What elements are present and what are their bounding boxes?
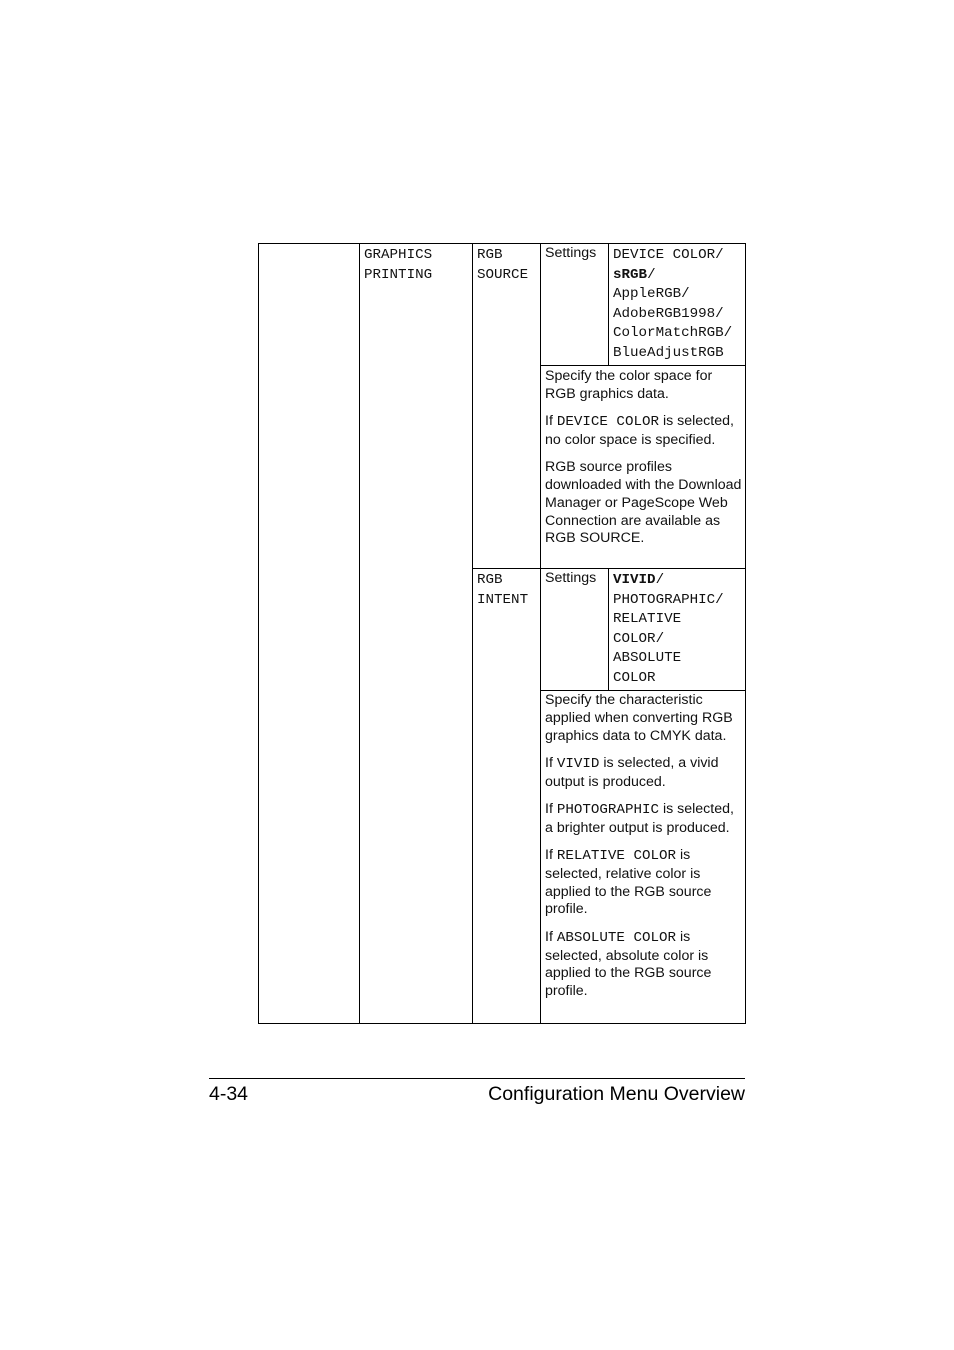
setting-value: COLOR [613,669,656,686]
table-col-divider-2 [472,243,473,1024]
table-border-top [258,243,746,244]
setting-value: ABSOLUTE [613,650,682,666]
menu-label-rgb-source [477,246,539,285]
rgb-source-values [613,246,745,363]
settings-label: Settings [545,570,597,586]
setting-value-default: sRGB/ [613,266,656,283]
setting-value: AdobeRGB1998/ [613,305,724,322]
setting-value: AppleRGB/ [613,286,690,302]
setting-value-default: VIVID/ [613,572,665,588]
table-col-divider-4a [608,243,609,366]
menu-label-line: INTENT [477,591,529,608]
setting-value: DEVICE COLOR/ [613,247,724,263]
rgb-source-description [545,368,743,548]
menu-label-line: PRINTING [364,266,433,283]
description-paragraph: If ABSOLUTE COLOR is selected, absolute color is applied to the RGB source profile. [545,928,712,1000]
setting-value: ColorMatchRGB/ [613,325,733,341]
rgb-intent-description [545,692,743,1001]
description-paragraph: If PHOTOGRAPHIC is selected, a brighter output is produced. [545,800,734,836]
menu-label-graphics-printing [364,246,470,285]
description-paragraph: RGB source profiles downloaded with the Download Manager or PageScope Web Connection are available as RGB SOURCE. [545,459,742,547]
menu-label-line: RGB [477,247,503,263]
page-number: 4-34 [209,1083,249,1105]
setting-value: RELATIVE [613,611,682,627]
table-border-right [745,243,746,1024]
section-title: Configuration Menu Overview [488,1083,745,1105]
menu-label-line: SOURCE [477,266,529,283]
description-paragraph: Specify the characteristic applied when converting RGB graphics data to CMYK data. [545,692,733,744]
menu-label-rgb-intent [477,571,539,610]
description-paragraph: If DEVICE COLOR is selected, no color space is specified. [545,413,734,448]
table-col-divider-4b [608,568,609,691]
description-paragraph: If VIVID is selected, a vivid output is produced. [545,754,719,790]
table-col-divider-1 [359,243,360,1024]
description-paragraph: Specify the color space for RGB graphics data. [545,368,713,402]
rgb-intent-values [613,571,745,688]
table-border-bottom [258,1023,746,1024]
settings-label: Settings [545,245,597,261]
table-row-divider-3 [540,690,746,691]
setting-value: BlueAdjustRGB [613,344,724,361]
description-paragraph: If RELATIVE COLOR is selected, relative color is applied to the RGB source profile. [545,847,712,918]
table-row-divider-2 [472,568,746,569]
table-col-divider-3 [540,243,541,1024]
menu-label-line: GRAPHICS [364,247,433,263]
menu-label-line: RGB [477,572,503,588]
footer-rule [209,1078,745,1079]
setting-value: COLOR/ [613,630,665,647]
table-border-left [258,243,259,1024]
setting-value: PHOTOGRAPHIC/ [613,591,724,608]
table-row-divider-1 [540,365,746,366]
